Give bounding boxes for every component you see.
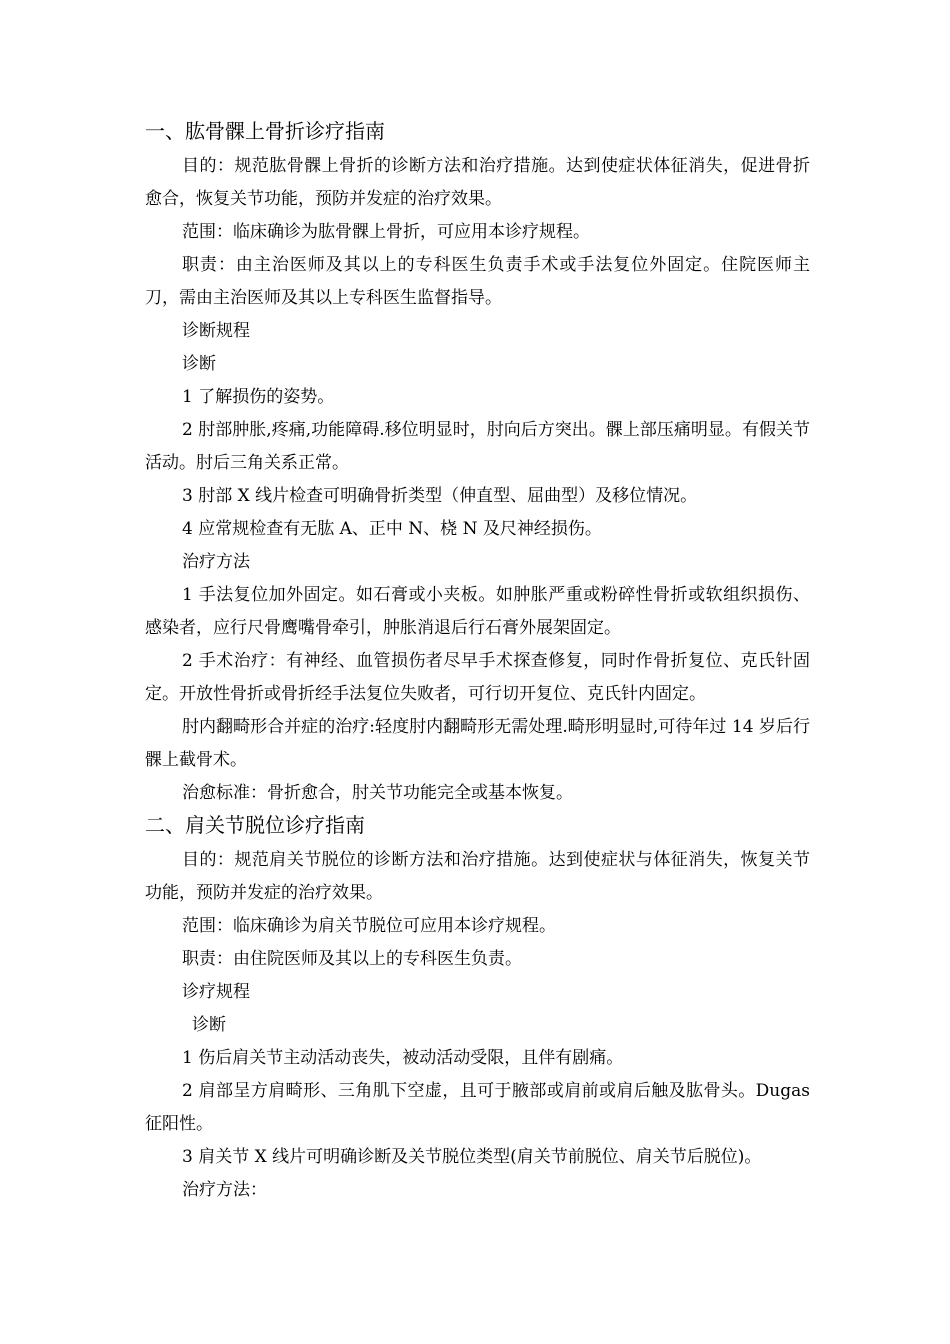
list-item: 4 应常规检查有无肱 A、正中 N、桡 N 及尺神经损伤。 bbox=[182, 519, 602, 539]
subheading-diagnosis: 诊断 bbox=[192, 1015, 226, 1035]
section-humerus-supracondylar bbox=[145, 116, 810, 810]
section-title: 二、肩关节脱位诊疗指南 bbox=[145, 813, 365, 837]
list-item: 2 肩部呈方肩畸形、三角肌下空虚，且可于腋部或肩前或肩后触及肱骨头。Dugas 征阳性。 bbox=[145, 1081, 810, 1134]
paragraph-complication: 肘内翻畸形合并症的治疗:轻度肘内翻畸形无需处理.畸形明显时,可待年过 14 岁后行髁上截骨术。 bbox=[145, 717, 810, 770]
subheading-diagnosis-procedure: 诊疗规程 bbox=[182, 982, 250, 1002]
subheading-treatment: 治疗方法 bbox=[182, 552, 250, 572]
subheading-diagnosis-procedure: 诊断规程 bbox=[182, 321, 250, 341]
paragraph-scope: 范围：临床确诊为肱骨髁上骨折，可应用本诊疗规程。 bbox=[182, 222, 590, 242]
list-item: 1 了解损伤的姿势。 bbox=[182, 387, 335, 407]
list-item: 3 肩关节 X 线片可明确诊断及关节脱位类型(肩关节前脱位、肩关节后脱位)。 bbox=[182, 1147, 762, 1167]
list-item: 2 手术治疗：有神经、血管损伤者尽早手术探查修复，同时作骨折复位、克氏针固定。开放性骨折或骨折经手法复位失败者，可行切开复位、克氏针内固定。 bbox=[145, 651, 810, 704]
subheading-diagnosis: 诊断 bbox=[182, 354, 216, 374]
paragraph-responsibility: 职责：由主治医师及其以上的专科医生负责手术或手法复位外固定。住院医师主刀，需由主治医师及其以上专科医生监督指导。 bbox=[145, 255, 810, 308]
paragraph-responsibility: 职责：由住院医师及其以上的专科医生负责。 bbox=[182, 949, 522, 969]
paragraph-scope: 范围：临床确诊为肩关节脱位可应用本诊疗规程。 bbox=[182, 916, 556, 936]
list-item: 1 手法复位加外固定。如石膏或小夹板。如肿胀严重或粉碎性骨折或软组织损伤、感染者，应行尺骨鹰嘴骨牵引，肿胀消退后行石膏外展架固定。 bbox=[145, 585, 810, 638]
paragraph-purpose: 目的：规范肩关节脱位的诊断方法和治疗措施。达到使症状与体征消失，恢复关节功能，预防并发症的治疗效果。 bbox=[145, 850, 810, 903]
subheading-treatment: 治疗方法： bbox=[182, 1180, 267, 1200]
list-item: 1 伤后肩关节主动活动丧失，被动活动受限，且伴有剧痛。 bbox=[182, 1048, 624, 1068]
paragraph-cure-standard: 治愈标准：骨折愈合，肘关节功能完全或基本恢复。 bbox=[182, 783, 573, 803]
list-item: 3 肘部 X 线片检查可明确骨折类型（伸直型、屈曲型）及移位情况。 bbox=[182, 486, 698, 506]
section-shoulder-dislocation bbox=[145, 810, 810, 1207]
section-title: 一、肱骨髁上骨折诊疗指南 bbox=[145, 119, 385, 143]
list-item: 2 肘部肿胀,疼痛,功能障碍.移位明显时，肘向后方突出。髁上部压痛明显。有假关节活动。肘后三角关系正常。 bbox=[145, 420, 810, 473]
document-body bbox=[145, 116, 810, 1207]
paragraph-purpose: 目的：规范肱骨髁上骨折的诊断方法和治疗措施。达到使症状体征消失，促进骨折愈合，恢复关节功能，预防并发症的治疗效果。 bbox=[145, 156, 810, 209]
